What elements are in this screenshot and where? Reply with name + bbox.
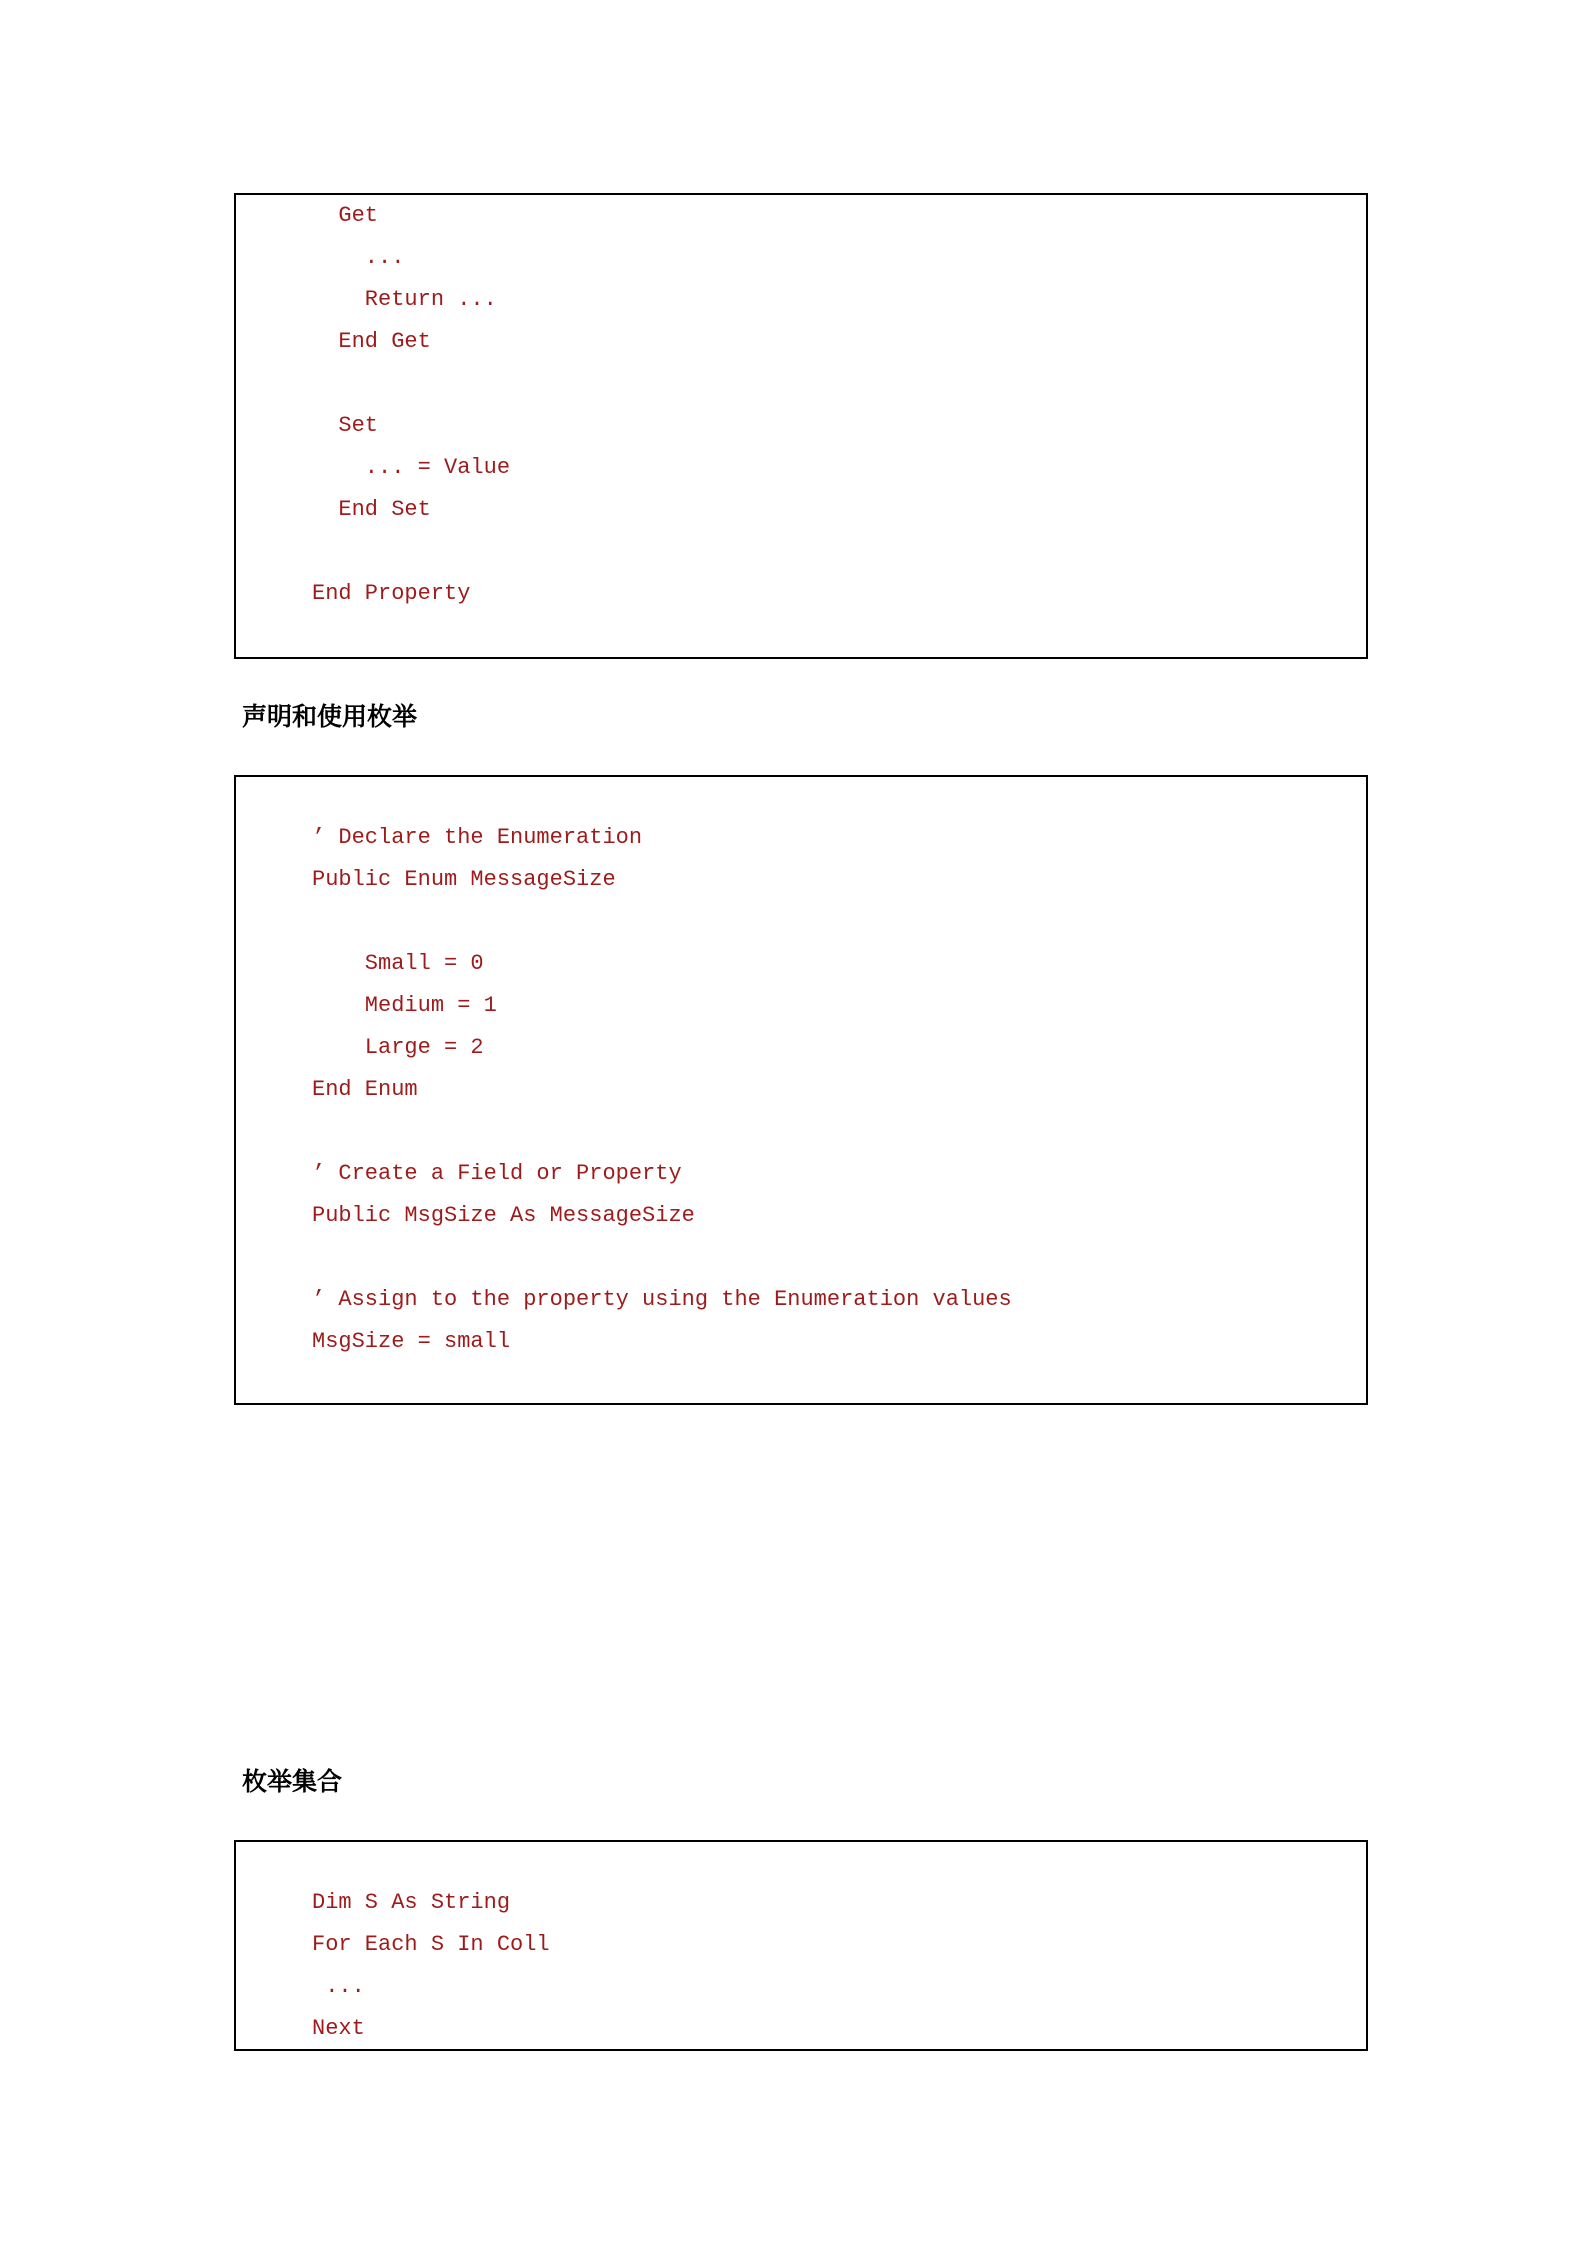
- code-block-collection: [234, 1840, 1368, 2051]
- code-line: Return ...: [312, 287, 497, 312]
- code-lines: [312, 195, 510, 615]
- code-line: End Property: [312, 581, 471, 606]
- code-line: ...: [312, 245, 405, 270]
- code-line: [312, 1237, 1012, 1279]
- code-line: [312, 901, 1012, 943]
- code-line: ... = Value: [312, 455, 511, 480]
- section-heading-enum-collection: 枚举集合: [242, 1767, 343, 1796]
- code-line: Next: [312, 2016, 365, 2041]
- code-line: Set: [312, 413, 379, 438]
- code-lines: [312, 817, 1012, 1363]
- code-line: [312, 1111, 1012, 1153]
- code-line: ’ Assign to the property using the Enumeration values: [312, 1287, 1012, 1312]
- code-line: Public Enum MessageSize: [312, 867, 616, 892]
- code-line: [312, 531, 510, 573]
- code-line: End Get: [312, 329, 431, 354]
- code-line: Medium = 1: [312, 993, 497, 1018]
- section-heading-enum: 声明和使用枚举: [242, 702, 418, 731]
- code-line: For Each S In Coll: [312, 1932, 550, 1957]
- code-line: End Enum: [312, 1077, 418, 1102]
- code-line: Dim S As String: [312, 1890, 511, 1915]
- code-block-property: [234, 193, 1368, 659]
- code-line: ’ Declare the Enumeration: [312, 825, 643, 850]
- code-line: Small = 0: [312, 951, 484, 976]
- code-line: Public MsgSize As MessageSize: [312, 1203, 695, 1228]
- code-line: MsgSize = small: [312, 1329, 511, 1354]
- code-line: [312, 363, 510, 405]
- code-line: End Set: [312, 497, 431, 522]
- code-lines: [312, 1882, 550, 2050]
- code-line: Get: [312, 203, 379, 228]
- code-block-enum: [234, 775, 1368, 1405]
- code-line: ...: [312, 1974, 365, 1999]
- code-line: Large = 2: [312, 1035, 484, 1060]
- code-line: ’ Create a Field or Property: [312, 1161, 682, 1186]
